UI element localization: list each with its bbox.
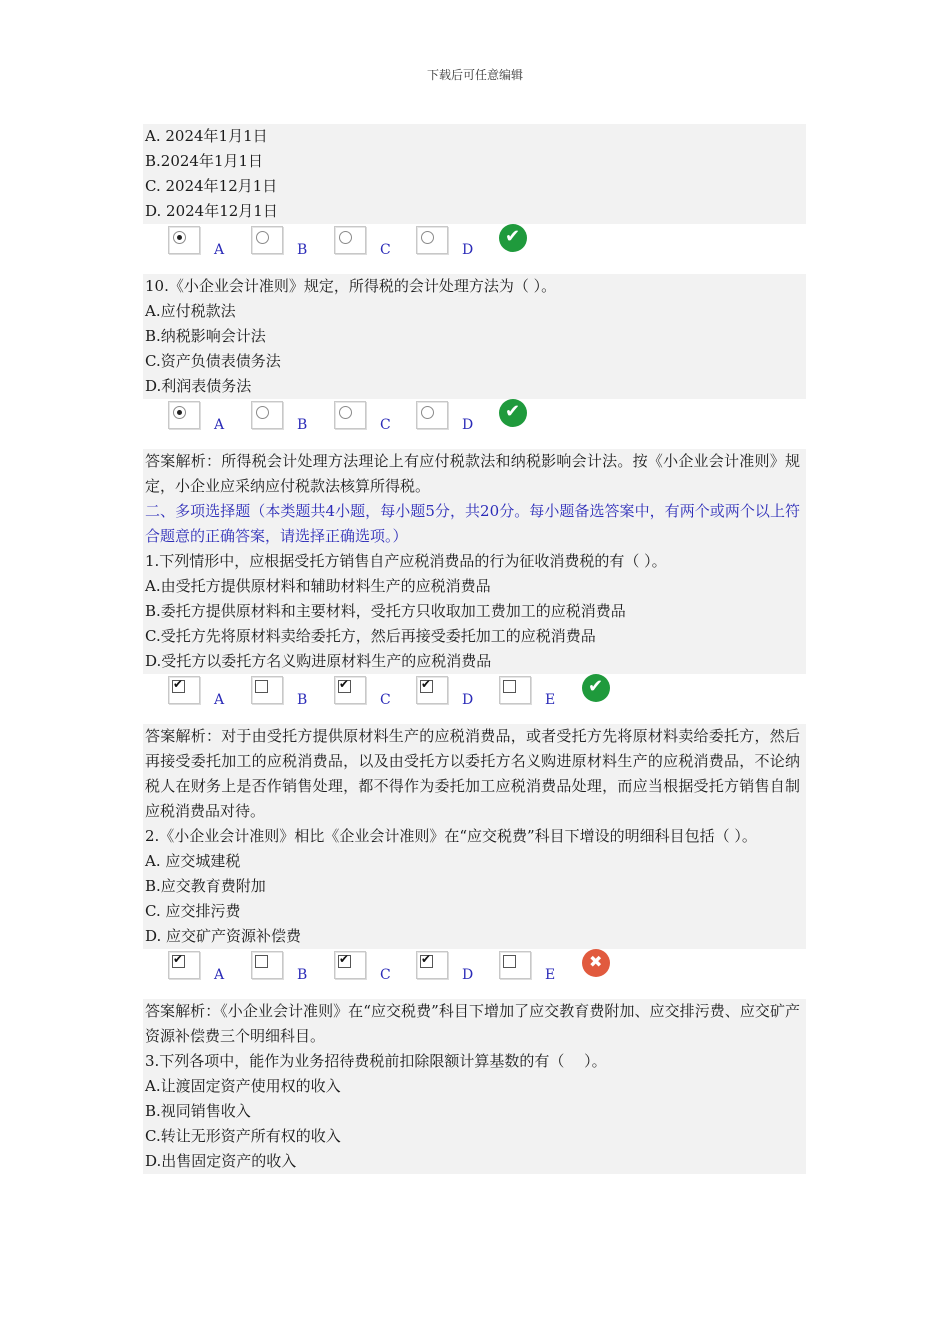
checkbox[interactable] bbox=[338, 955, 351, 968]
m1-option-d: D.受托方以委托方名义购进原材料生产的应税消费品 bbox=[145, 652, 492, 670]
quiz-content bbox=[143, 124, 806, 1174]
m2-choice-a[interactable]: ✔ A bbox=[168, 949, 248, 985]
m2-analysis: 答案解析：《小企业会计准则》在“应交税费”科目下增加了应交教育费附加、应交排污费、应交矿产资源补偿费三个明细科目。 bbox=[145, 1002, 800, 1045]
radio-button[interactable] bbox=[421, 231, 434, 244]
q9-choice-c[interactable]: C bbox=[334, 224, 414, 260]
checkbox[interactable] bbox=[420, 955, 433, 968]
q10-option-b: B.纳税影响会计法 bbox=[145, 327, 266, 345]
m1-choice-a[interactable]: ✔ A bbox=[168, 674, 248, 710]
q9-answer-row bbox=[143, 224, 806, 274]
radio-button[interactable] bbox=[421, 406, 434, 419]
q10-option-d: D.利润表债务法 bbox=[145, 377, 252, 395]
correct-check-icon bbox=[499, 399, 527, 427]
m2-option-c: C. 应交排污费 bbox=[145, 902, 241, 920]
m2-choice-c[interactable]: ✔ C bbox=[334, 949, 414, 985]
m2-question: 2.《小企业会计准则》相比《企业会计准则》在“应交税费”科目下增设的明细科目包括（ ）。 bbox=[145, 827, 757, 845]
radio-button[interactable] bbox=[256, 406, 269, 419]
q10-choice-d[interactable]: D bbox=[416, 399, 496, 435]
m1-option-b: B.委托方提供原材料和主要材料，受托方只收取加工费加工的应税消费品 bbox=[145, 602, 626, 620]
q10-answer-row bbox=[143, 399, 806, 449]
q10-analysis: 答案解析：所得税会计处理方法理论上有应付税款法和纳税影响会计法。按《小企业会计准则》规定，小企业应采纳应付税款法核算所得税。 bbox=[145, 452, 800, 495]
radio-button[interactable] bbox=[173, 406, 186, 419]
checkbox[interactable] bbox=[503, 680, 516, 693]
correct-check-icon bbox=[499, 224, 527, 252]
radio-button[interactable] bbox=[256, 231, 269, 244]
m1-question: 1.下列情形中，应根据受托方销售自产应税消费品的行为征收消费税的有（ ）。 bbox=[145, 552, 667, 570]
m1-choice-b[interactable]: B bbox=[251, 674, 331, 710]
q9-option-b: B.2024年1月1日 bbox=[145, 152, 264, 170]
checkbox[interactable] bbox=[172, 680, 185, 693]
q10-analysis-block bbox=[143, 449, 806, 674]
q9-choice-b[interactable]: B bbox=[251, 224, 331, 260]
q9-options bbox=[143, 124, 806, 224]
m2-analysis-block bbox=[143, 999, 806, 1174]
section-heading: 二、多项选择题（本类题共4小题，每小题5分，共20分。每小题备选答案中，有两个或两个以上符合题意的正确答案，请选择正确选项。） bbox=[145, 502, 800, 545]
q9-choice-d[interactable]: D bbox=[416, 224, 496, 260]
q10-choice-b[interactable]: B bbox=[251, 399, 331, 435]
m1-option-a: A.由受托方提供原材料和辅助材料生产的应税消费品 bbox=[145, 577, 491, 595]
m3-option-c: C.转让无形资产所有权的收入 bbox=[145, 1127, 341, 1145]
q10-option-a: A.应付税款法 bbox=[145, 302, 236, 320]
q10-choice-a[interactable]: A bbox=[168, 399, 248, 435]
m3-option-d: D.出售固定资产的收入 bbox=[145, 1152, 297, 1170]
page-header: 下载后可任意编辑 bbox=[426, 68, 523, 82]
q10-question: 10.《小企业会计准则》规定，所得税的会计处理方法为（ ）。 bbox=[145, 277, 557, 295]
m2-option-b: B.应交教育费附加 bbox=[145, 877, 266, 895]
radio-button[interactable] bbox=[339, 406, 352, 419]
checkbox[interactable] bbox=[255, 680, 268, 693]
m2-option-d: D. 应交矿产资源补偿费 bbox=[145, 927, 302, 945]
q10-block bbox=[143, 274, 806, 399]
radio-button[interactable] bbox=[339, 231, 352, 244]
m2-choice-e[interactable]: E bbox=[499, 949, 579, 985]
wrong-cross-icon bbox=[582, 949, 610, 977]
checkbox[interactable] bbox=[420, 680, 433, 693]
m3-option-a: A.让渡固定资产使用权的收入 bbox=[145, 1077, 341, 1095]
m2-choice-d[interactable]: ✔ D bbox=[416, 949, 496, 985]
m3-option-b: B.视同销售收入 bbox=[145, 1102, 251, 1120]
correct-check-icon bbox=[582, 674, 610, 702]
q10-option-c: C.资产负债表债务法 bbox=[145, 352, 281, 370]
q10-choice-c[interactable]: C bbox=[334, 399, 414, 435]
m2-option-a: A. 应交城建税 bbox=[145, 852, 241, 870]
q9-choice-a[interactable]: A bbox=[168, 224, 248, 260]
m1-analysis-block bbox=[143, 724, 806, 949]
m2-answer-row bbox=[143, 949, 806, 999]
m2-choice-b[interactable]: B bbox=[251, 949, 331, 985]
m1-answer-row bbox=[143, 674, 806, 724]
q9-option-d: D. 2024年12月1日 bbox=[145, 202, 278, 220]
m3-question: 3.下列各项中，能作为业务招待费税前扣除限额计算基数的有（ ）。 bbox=[145, 1052, 607, 1070]
q9-option-a: A. 2024年1月1日 bbox=[145, 127, 268, 145]
checkbox[interactable] bbox=[172, 955, 185, 968]
checkbox[interactable] bbox=[255, 955, 268, 968]
m1-analysis: 答案解析：对于由受托方提供原材料生产的应税消费品，或者受托方先将原材料卖给委托方，然后再接受委托加工的应税消费品，以及由受托方以委托方名义购进原材料生产的应税消费品，不论纳税人在财务上是否作销售处理，都不得作为委托加工应税消费品处理，而应当根据受托方销售自制应税消费品对待。 bbox=[145, 727, 800, 820]
m1-choice-e[interactable]: E bbox=[499, 674, 579, 710]
m1-choice-c[interactable]: ✔ C bbox=[334, 674, 414, 710]
checkbox[interactable] bbox=[503, 955, 516, 968]
m1-option-c: C.受托方先将原材料卖给委托方，然后再接受委托加工的应税消费品 bbox=[145, 627, 596, 645]
radio-button[interactable] bbox=[173, 231, 186, 244]
m1-choice-d[interactable]: ✔ D bbox=[416, 674, 496, 710]
checkbox[interactable] bbox=[338, 680, 351, 693]
q9-option-c: C. 2024年12月1日 bbox=[145, 177, 278, 195]
